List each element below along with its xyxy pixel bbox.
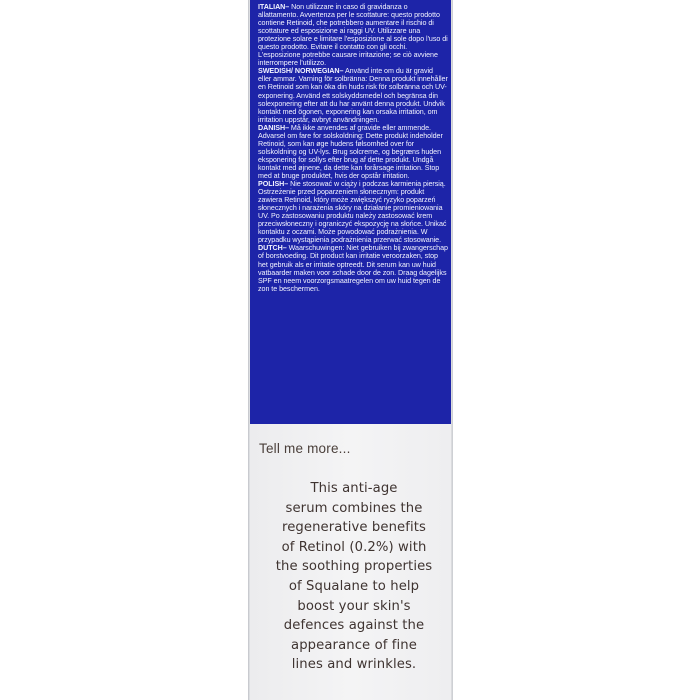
legal-warnings-panel	[250, 0, 451, 424]
description-line: serum combines the	[285, 500, 423, 516]
language-label: POLISH–	[258, 180, 289, 189]
description-line: lines and wrinkles.	[291, 657, 417, 673]
description-line: of Squalane to help	[288, 578, 420, 594]
legal-warnings-text	[258, 3, 448, 293]
description-line: defences against the	[283, 618, 425, 634]
description-line: regenerative benefits	[281, 520, 427, 536]
box-left-edge	[248, 0, 250, 700]
language-label: ITALIAN–	[258, 3, 290, 11]
warning-text: Må ikke anvendes af gravide eller ammende. Advarsel om fare for solskoldning: Dette produkt indeholder Retinoid, som kan øge hudens følsomhed over for solskoldning og UV-lys. Brug solcreme, og begræns huden eksponering for sollys efter brug af dette produkt. Undgå kontakt med øjnene, da dette kan forårsage irritation. Stop med at bruge produktet, hvis der opstår irritation.	[258, 123, 443, 180]
warning-text: Waarschuwingen: Niet gebruiken bij zwangerschap of borstvoeding. Dit product kan irritatie veroorzaken, stop het gebruik als er irritatie optreedt. Dit serum kan uw huid vatbaarder maken voor schade door de zon. Draag dagelijks SPF en neem voorzorgsmaatregelen om uw huid tegen de zon te beschermen.	[258, 244, 448, 293]
product-description	[259, 479, 449, 675]
language-label: DUTCH–	[258, 244, 287, 253]
warning-text: Non utilizzare in caso di gravidanza o allattamento. Avvertenza per le scottature: questo prodotto contiene Retinoid, che potrebbero aumentare il rischio di scottature ed esposizione ai raggi UV. Utilizzare una protezione solare e limitare l'esposizione al sole dopo l'uso di questo prodotto. Evitare il contatto con gli occhi. L'esposizione potrebbe causare irritazione; se ciò avviene interrompere l'utilizzo.	[258, 3, 448, 68]
warning-text: Använd inte om du är gravid eller ammar. Varning för solbränna: Denna produkt innehåller en Retinoid som kan öka din huds risk för solbränna och UV-exponering. Använd ett solskyddsmedel och begränsa din solexponering efter att du har använt denna produkt. Undvik kontakt med ögonen, exponering kan orsaka irritation, om irritation uppstår, avbryt användningen.	[258, 67, 448, 124]
box-right-edge	[451, 0, 453, 700]
product-box-side	[248, 0, 453, 700]
description-line: This anti-age	[310, 481, 398, 496]
description-line: appearance of fine	[291, 637, 417, 653]
product-description-panel	[250, 424, 451, 700]
legal-paragraph-italian	[258, 3, 448, 67]
legal-paragraph-swedish-norwegian	[258, 67, 448, 123]
description-line: boost your skin's	[297, 598, 411, 614]
description-line: the soothing properties	[275, 559, 433, 575]
legal-paragraph-danish	[258, 124, 448, 180]
language-label: SWEDISH/ NORWEGIAN–	[258, 67, 344, 76]
warning-text: Nie stosować w ciąży i podczas karmienia piersią. Ostrzeżenie przed poparzeniem słonecznym: produkt zawiera Retinoid, który może zwiększyć ryzyko poparzeń słonecznych i narażenia skóry na działanie promieniowania UV. Po zastosowaniu produktu należy zastosować krem przeciwsłoneczny i ograniczyć ekspozycję na słońce. Unikać kontaktu z oczami. Może powodować podrażnienia. W przypadku wystąpienia podrażnienia przerwać stosowanie.	[258, 180, 447, 245]
description-line: of Retinol (0.2%) with	[281, 539, 427, 555]
legal-paragraph-dutch	[258, 244, 448, 292]
language-label: DANISH–	[258, 123, 289, 132]
legal-paragraph-polish	[258, 180, 448, 244]
tell-me-more-heading: Tell me more...	[259, 441, 351, 456]
